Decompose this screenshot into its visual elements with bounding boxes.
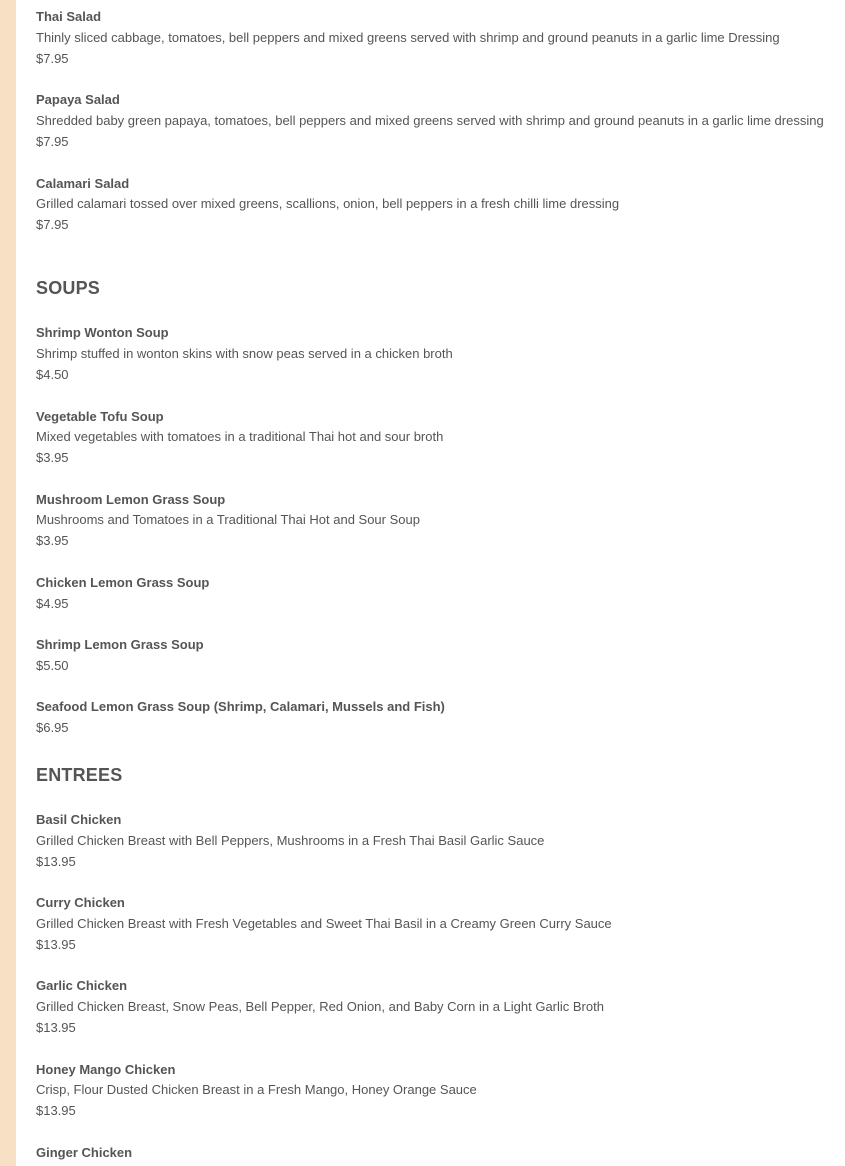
dish-price: $4.50 bbox=[36, 367, 69, 382]
dish-price: $5.50 bbox=[36, 658, 69, 673]
dish-price: $6.95 bbox=[36, 720, 69, 735]
dish-description: Grilled calamari tossed over mixed greens, scallions, onion, bell peppers in a fresh chilli lime dressing bbox=[36, 196, 620, 211]
dish-name: Basil Chicken bbox=[36, 812, 122, 827]
dish-name: Mushroom Lemon Grass Soup bbox=[36, 492, 226, 507]
dish-name: Papaya Salad bbox=[36, 92, 120, 107]
dish-description: Grilled Chicken Breast with Fresh Vegetables and Sweet Thai Basil in a Creamy Green Curry Sauce bbox=[36, 916, 612, 931]
dish-description: Shrimp stuffed in wonton skins with snow peas served in a chicken broth bbox=[36, 346, 453, 361]
dish-name: Thai Salad bbox=[36, 9, 102, 24]
dish-name: Ginger Chicken bbox=[36, 1145, 133, 1160]
dish-price: $13.95 bbox=[36, 1103, 76, 1118]
dish-name: Honey Mango Chicken bbox=[36, 1062, 176, 1077]
dish-price: $3.95 bbox=[36, 450, 69, 465]
dish-description: Thinly sliced cabbage, tomatoes, bell peppers and mixed greens served with shrimp and ground peanuts in a garlic lime Dressing bbox=[36, 30, 780, 45]
dish-name: Calamari Salad bbox=[36, 176, 130, 191]
dish-price: $13.95 bbox=[36, 854, 76, 869]
dish-name: Chicken Lemon Grass Soup bbox=[36, 575, 210, 590]
dish-name: Seafood Lemon Grass Soup (Shrimp, Calamari, Mussels and Fish) bbox=[36, 699, 445, 714]
dish-price: $3.95 bbox=[36, 533, 69, 548]
dish-price: $7.95 bbox=[36, 134, 69, 149]
dish-description: Crisp, Flour Dusted Chicken Breast in a Fresh Mango, Honey Orange Sauce bbox=[36, 1082, 477, 1097]
section-title-entrees: ENTREES bbox=[36, 765, 123, 785]
section-title-soups: SOUPS bbox=[36, 278, 101, 298]
dish-description: Grilled Chicken Breast with Bell Peppers, Mushrooms in a Fresh Thai Basil Garlic Sauce bbox=[36, 833, 545, 848]
left-accent-strip bbox=[0, 0, 16, 1166]
dish-name: Shrimp Lemon Grass Soup bbox=[36, 637, 204, 652]
dish-name: Curry Chicken bbox=[36, 895, 125, 910]
dish-description: Grilled Chicken Breast, Snow Peas, Bell Pepper, Red Onion, and Baby Corn in a Light Garlic Broth bbox=[36, 999, 604, 1014]
dish-price: $7.95 bbox=[36, 51, 69, 66]
dish-name: Shrimp Wonton Soup bbox=[36, 325, 169, 340]
dish-price: $7.95 bbox=[36, 217, 69, 232]
dish-description: Mixed vegetables with tomatoes in a traditional Thai hot and sour broth bbox=[36, 429, 444, 444]
dish-description: Shredded baby green papaya, tomatoes, bell peppers and mixed greens served with shrimp and ground peanuts in a garlic lime dressing bbox=[36, 113, 824, 128]
dish-name: Garlic Chicken bbox=[36, 978, 128, 993]
dish-price: $13.95 bbox=[36, 937, 76, 952]
dish-price: $4.95 bbox=[36, 596, 69, 611]
dish-name: Vegetable Tofu Soup bbox=[36, 409, 164, 424]
dish-price: $13.95 bbox=[36, 1020, 76, 1035]
dish-description: Mushrooms and Tomatoes in a Traditional Thai Hot and Sour Soup bbox=[36, 512, 420, 527]
